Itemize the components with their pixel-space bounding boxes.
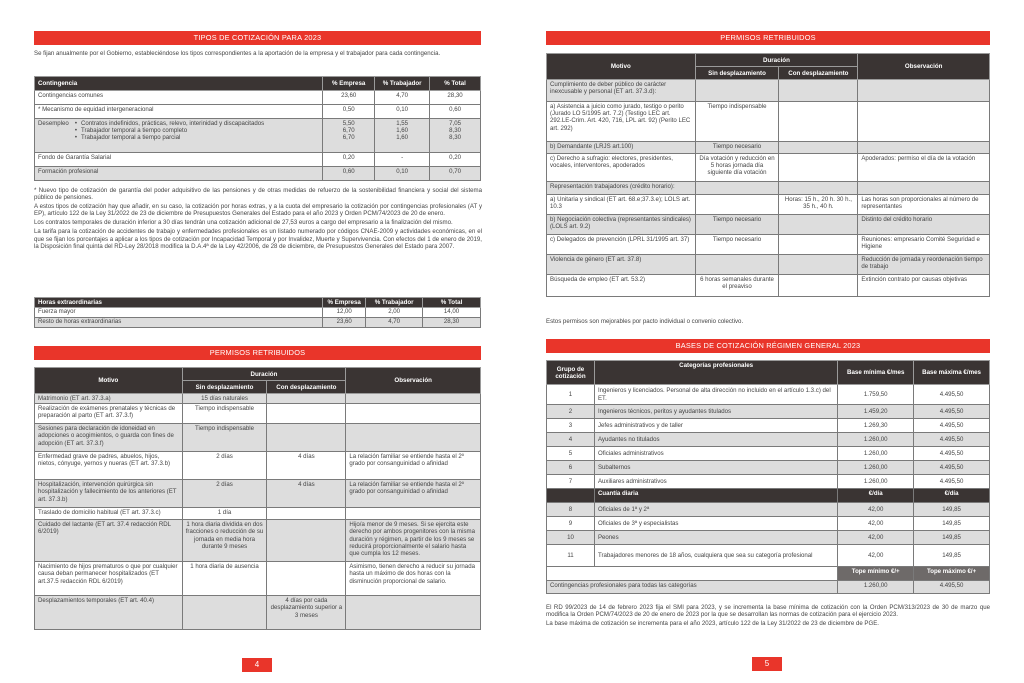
cell: Formación profesional: [35, 167, 323, 181]
cell-sin: Tiempo necesario: [695, 235, 779, 255]
cell-sin: [182, 596, 267, 630]
cell: Contingencias profesionales para todas las categorías: [547, 581, 838, 594]
col-header-sin: Sin desplazamiento: [695, 67, 779, 80]
table-row: [547, 475, 990, 489]
col-header-con: Con desplazamiento: [267, 381, 346, 394]
cell: [375, 119, 430, 153]
col-header: % Empresa: [323, 77, 375, 91]
cell-max: 149,85: [914, 531, 990, 545]
table-row: [35, 308, 481, 318]
cell-obs: [858, 142, 990, 154]
cell-categoria: Jefes administrativos y de taller: [594, 419, 837, 433]
table-row: [35, 562, 481, 596]
cell-obs: Reducción de jornada y reordenación tiempo de trabajo: [858, 255, 990, 275]
col-header: % Total: [423, 298, 481, 308]
cell: 1.260,00: [838, 581, 914, 594]
cell: * Mecanismo de equidad intergeneracional: [35, 105, 323, 119]
cell-con: [267, 394, 346, 404]
cell-min: 42,00: [838, 531, 914, 545]
cell-obs: Las horas son proporcionales al número de representantes: [858, 195, 990, 215]
cell-sin: [695, 255, 779, 275]
daily-header-row: [547, 489, 990, 503]
cell: 23,60: [323, 318, 366, 328]
cell-max: 4.495,50: [914, 405, 990, 419]
desempleo-item: • Trabajador temporal a tiempo completo: [75, 127, 264, 134]
cell-max: 4.495,50: [914, 461, 990, 475]
cell-obs: Extinción contrato por causas objetivas: [858, 275, 990, 297]
tipos-intro: [34, 50, 482, 59]
cell: 0,70: [430, 167, 481, 181]
contingencias-row: [547, 581, 990, 594]
table-row: [35, 508, 481, 520]
cell-min: 1.459,20: [838, 405, 914, 419]
cell: 0,10: [375, 105, 430, 119]
bases-table: [546, 360, 990, 594]
desempleo-label: Desempleo: [38, 120, 69, 127]
value: 1,60: [396, 134, 409, 142]
cell-sin: Tiempo necesario: [695, 142, 779, 154]
table-row: [35, 452, 481, 480]
tipos-intro-text: Se fijan anualmente por el Gobierno, estableciéndose los tipos correspondientes a la aportación de la empresa y el trabajador para cada contingencia.: [34, 50, 441, 57]
section-title-tipos: TIPOS DE COTIZACIÓN PARA 2023: [34, 31, 481, 45]
cell-grupo: 4: [547, 433, 595, 447]
cell-con: [267, 404, 346, 424]
table-row: [35, 404, 481, 424]
cell: 0,60: [323, 167, 375, 181]
cell-min: 1.269,30: [838, 419, 914, 433]
cell-obs: Distinto del crédito horario: [858, 215, 990, 235]
table-row: [547, 154, 990, 182]
table-row: [547, 419, 990, 433]
cell: 28,30: [423, 318, 481, 328]
cell-motivo: Representación trabajadores (crédito horario):: [547, 182, 696, 195]
cell-max: 4.495,50: [914, 385, 990, 405]
cell-con: [779, 255, 858, 275]
cell: 0,20: [323, 153, 375, 167]
note: * Nuevo tipo de cotización de garantía del poder adquisitivo de las pensiones y de otras medidas de refuerzo de la sostenibilidad financiera y social del sistema público de pensiones.: [34, 187, 482, 202]
cell-con: [779, 235, 858, 255]
horas-table: [34, 297, 481, 328]
cell-grupo: 8: [547, 503, 595, 517]
table-row: [547, 385, 990, 405]
cell-con: [779, 80, 858, 102]
table-row: [547, 195, 990, 215]
col-header: Horas extraordinarias: [35, 298, 323, 308]
value: 8,30: [449, 127, 461, 135]
tipos-table: [34, 76, 481, 181]
table-row: [35, 105, 481, 119]
cell-sin: Tiempo indispensable: [695, 102, 779, 142]
desempleo-item: • Contratos indefinidos, prácticas, relevo, interinidad y discapacitados: [75, 120, 264, 127]
note: La tarifa para la cotización de accidentes de trabajo y enfermedades profesionales es un listado numerado por códigos CNAE-2009 y actividades económicas, en el que se fijan los porcentajes a aplicar a los tipos de cotización por Incapacidad Temporal y por Invalidez, Muerte y Supervivencia. Con efectos del 1 de enero de 2019, la Disposición final quinta del RD-Ley 28/2018 modifica la D.A.4ª de la Ley 42/2006, de 28 de diciembre, de Presupuestos Generales del Estado para 2007.: [34, 228, 482, 250]
cell-grupo: 9: [547, 517, 595, 531]
cell-con: [267, 508, 346, 520]
cell-sin: [695, 195, 779, 215]
cell-motivo: Matrimonio (ET art. 37.3.a): [35, 394, 183, 404]
cell-obs: Reuniones: empresario Comité Seguridad e Higiene: [858, 235, 990, 255]
section-title-bases: BASES DE COTIZACIÓN RÉGIMEN GENERAL 2023: [546, 339, 990, 353]
cell-con: [267, 520, 346, 562]
cell-con: 4 días por cada desplazamiento superior a 3 meses: [267, 596, 346, 630]
cell: €/día: [914, 489, 990, 503]
col-header-con: Con desplazamiento: [779, 67, 858, 80]
value: 5,50: [342, 120, 355, 127]
table-row: [547, 433, 990, 447]
cell-sin: Tiempo indispensable: [182, 404, 267, 424]
cell-obs: [346, 394, 481, 404]
col-header: Categorías profesionales: [594, 361, 837, 385]
col-header: Base mínima €/mes: [838, 361, 914, 385]
note: A estos tipos de cotización hay que añadir, en su caso, la cotización por horas extras, y a la cuota del empresario la cotización por contingencias profesionales (AT y EP), artículo 122 de la Ley 31/2022 de 23 de diciembre de Presupuestos Generales del Estado para el año 2023 y Orden PCM/74/2023 de 20 de enero.: [34, 203, 482, 218]
cell-motivo: Búsqueda de empleo (ET art. 53.2): [547, 275, 696, 297]
col-header-observacion: Observación: [346, 368, 481, 394]
cell-sin: 1 día: [182, 508, 267, 520]
table-row: [547, 102, 990, 142]
tipos-notes: [34, 187, 482, 252]
col-header-observacion: Observación: [858, 54, 990, 80]
col-header-motivo: Motivo: [547, 54, 696, 80]
cell: Contingencias comunes: [35, 91, 323, 105]
cell-sin: Tiempo necesario: [695, 215, 779, 235]
table-row: [35, 167, 481, 181]
cell-categoria: Oficiales de 3ª y especialistas: [594, 517, 837, 531]
cell-sin: Día votación y reducción en 5 horas jornada día siguiente día votación: [695, 154, 779, 182]
cell-con: 4 días: [267, 452, 346, 480]
cell-min: 1.260,00: [838, 447, 914, 461]
cell-max: 4.495,50: [914, 433, 990, 447]
cell-con: Horas: 15 h., 20 h. 30 h., 35 h., 40 h.: [779, 195, 858, 215]
cell-categoria: Auxiliares administrativos: [594, 475, 837, 489]
cell-max: 149,85: [914, 503, 990, 517]
value: 1,55: [396, 120, 409, 127]
table-row: [35, 424, 481, 452]
col-header-sin: Sin desplazamiento: [182, 381, 267, 394]
cell-motivo: b) Demandante (LRJS art.100): [547, 142, 696, 154]
cell-categoria: Ayudantes no titulados: [594, 433, 837, 447]
cell-sin: 1 hora diaria dividida en dos fracciones o reducción de su jornada en media hora durante 9 meses: [182, 520, 267, 562]
table-row: [547, 182, 990, 195]
table-row: [35, 394, 481, 404]
cell-motivo: Desplazamientos temporales (ET art. 40.4): [35, 596, 183, 630]
cell-sin: 2 días: [182, 480, 267, 508]
note: La base máxima de cotización se incrementa para el año 2023, artículo 122 de la Ley 31/2022 de 23 de diciembre de PGE.: [546, 620, 879, 628]
cell: 0,10: [375, 167, 430, 181]
cell-motivo: Cuidado del lactante (ET art. 37.4 redacción RDL 6/2019): [35, 520, 183, 562]
cell: 23,60: [323, 91, 375, 105]
cell-min: 1.759,50: [838, 385, 914, 405]
footnote-text: Estos permisos son mejorables por pacto individual o convenio colectivo.: [546, 318, 744, 325]
table-row: [547, 80, 990, 102]
cell: Fuerza mayor: [35, 308, 323, 318]
table-row: [547, 531, 990, 545]
cell-obs: [346, 508, 481, 520]
cell-min: 42,00: [838, 503, 914, 517]
cell: 28,30: [430, 91, 481, 105]
cell: Tope máximo €/+: [914, 567, 990, 581]
cell: 12,00: [323, 308, 366, 318]
desempleo-item: • Trabajador temporal a tiempo parcial: [75, 134, 264, 141]
cell: 0,20: [430, 153, 481, 167]
cell-grupo: 1: [547, 385, 595, 405]
note: Los contratos temporales de duración inferior a 30 días tendrán una cotización adicional de 27,53 euros a cargo del empresario a la finalización del mismo.: [34, 219, 453, 227]
table-row: [35, 480, 481, 508]
cell-motivo: Traslado de domicilio habitual (ET art. 37.3.c): [35, 508, 183, 520]
note: El RD 99/2023 de 14 de febrero 2023 fija el SMI para 2023, y se incrementa la base mínima de cotización con la Orden PCM/313/2023 de 30 de marzo que modifica la Orden PCM/74/2023 de 20 de enero de 2023 por la que se desarrollan las normas de cotización para el ejercicio 2023.: [546, 604, 990, 619]
cell-obs: La relación familiar se entiende hasta el 2º grado por consanguinidad o afinidad: [346, 480, 481, 508]
cell: 0,50: [323, 105, 375, 119]
table-row: [547, 142, 990, 154]
cell: 4,70: [375, 91, 430, 105]
cell-sin: 6 horas semanales durante el preaviso: [695, 275, 779, 297]
cell-motivo: Cumplimiento de deber público de carácter inexcusable y personal (ET art. 37.3.d):: [547, 80, 696, 102]
value: 7,05: [449, 120, 461, 127]
cell: Tope mínimo €/+: [838, 567, 914, 581]
bases-notes: [546, 604, 990, 629]
col-header: Base máxima €/mes: [914, 361, 990, 385]
col-header-motivo: Motivo: [35, 368, 183, 394]
table-row: [547, 447, 990, 461]
cell-grupo: 11: [547, 545, 595, 567]
cell-motivo: Hospitalización, intervención quirúrgica sin hospitalización y fallecimiento de los anteriores (ET art. 37.3.b): [35, 480, 183, 508]
cell-con: [267, 562, 346, 596]
value: 6,70: [342, 134, 355, 142]
cell-motivo: c) Delegados de prevención (LPRL 31/1995 art. 37): [547, 235, 696, 255]
cell-min: 1.260,00: [838, 433, 914, 447]
col-header-duracion: Duración: [695, 54, 858, 67]
table-row: [547, 275, 990, 297]
cell-obs: [346, 424, 481, 452]
cell: Fondo de Garantía Salarial: [35, 153, 323, 167]
cell: €/día: [838, 489, 914, 503]
cell-con: [779, 182, 858, 195]
table-row-desempleo: [35, 119, 481, 153]
cell-obs: [858, 80, 990, 102]
cell-motivo: Nacimiento de hijos prematuros o que por cualquier causa deban permanecer hospitalizados (ET art.37.5 redacción RDL 6/2019): [35, 562, 183, 596]
cell-grupo: 10: [547, 531, 595, 545]
cell-obs: Apoderados: permiso el día de la votación: [858, 154, 990, 182]
cell: Cuantía diaria: [594, 489, 837, 503]
cell-grupo: 2: [547, 405, 595, 419]
table-row: [547, 545, 990, 567]
cell-con: [779, 275, 858, 297]
cell-motivo: a) Asistencia a juicio como jurado, testigo o perito (Jurado LO 5/1995 art. 7.2) (Testigo LEC art. 292.LE-Crim. Art. 420, 716, LPL art. 92) (Perito LEC art. 292): [547, 102, 696, 142]
cell-max: 4.495,50: [914, 475, 990, 489]
cell-sin: Tiempo indispensable: [182, 424, 267, 452]
permisos-table-right: [546, 53, 990, 297]
cell: 4,70: [366, 318, 423, 328]
section-title-permisos: PERMISOS RETRIBUIDOS: [546, 31, 990, 45]
value: 1,60: [396, 127, 409, 135]
cell-obs: [858, 182, 990, 195]
table-row: [547, 503, 990, 517]
section-title-permisos: PERMISOS RETRIBUIDOS: [34, 346, 481, 360]
cell-obs: [346, 596, 481, 630]
cell-categoria: Ingenieros y licenciados. Personal de alta dirección no incluido en el artículo 1.3.c) del ET.: [594, 385, 837, 405]
cell-motivo: Realización de exámenes prenatales y técnicas de preparación al parto (ET art. 37.3.f): [35, 404, 183, 424]
cell-motivo: Sesiones para declaración de idoneidad en adopciones o acogimientos, o guarda con fines de adopción (ET art. 37.3.f): [35, 424, 183, 452]
cell-grupo: 6: [547, 461, 595, 475]
cell-categoria: Trabajadores menores de 18 años, cualquiera que sea su categoría profesional: [594, 545, 837, 567]
col-header: % Trabajador: [366, 298, 423, 308]
table-row: [35, 520, 481, 562]
col-header: % Empresa: [323, 298, 366, 308]
cell-motivo: Enfermedad grave de padres, abuelos, hijos, nietos, cónyuge, yernos y nueras (ET art. 37.3.b): [35, 452, 183, 480]
cell-max: 149,85: [914, 517, 990, 531]
cell-sin: 1 hora diaria de ausencia: [182, 562, 267, 596]
cell-grupo: 7: [547, 475, 595, 489]
cell-grupo: 5: [547, 447, 595, 461]
cell-categoria: Oficiales administrativos: [594, 447, 837, 461]
table-row: [547, 215, 990, 235]
cell-max: 4.495,50: [914, 447, 990, 461]
cell-categoria: Oficiales de 1ª y 2ª: [594, 503, 837, 517]
cell-motivo: Violencia de género (ET art. 37.8): [547, 255, 696, 275]
cell-motivo: a) Unitaria y sindical (ET art. 68.e;37.3.e); LOLS art. 10.3: [547, 195, 696, 215]
cell-con: [267, 424, 346, 452]
page-number: 5: [752, 657, 782, 671]
cell-min: 42,00: [838, 517, 914, 531]
cell: [547, 567, 838, 581]
value: 8,30: [449, 134, 461, 142]
cell-sin: [695, 80, 779, 102]
cell-obs: [346, 404, 481, 424]
cell-max: 149,85: [914, 545, 990, 567]
cell-categoria: Subalternos: [594, 461, 837, 475]
page-number: 4: [242, 658, 272, 672]
cell: [430, 119, 481, 153]
cell-obs: La relación familiar se entiende hasta el 2º grado por consanguinidad o afinidad: [346, 452, 481, 480]
table-row: [547, 517, 990, 531]
col-header: % Total: [430, 77, 481, 91]
table-row: [35, 596, 481, 630]
col-header: % Trabajador: [375, 77, 430, 91]
cell-min: 1.260,00: [838, 475, 914, 489]
col-header: Grupo de cotización: [547, 361, 595, 385]
tope-header-row: [547, 567, 990, 581]
cell: [323, 119, 375, 153]
cell-motivo: c) Derecho a sufragio: electores, presidentes, vocales, interventores, apoderados: [547, 154, 696, 182]
cell: 14,00: [423, 308, 481, 318]
cell-obs: Asimismo, tienen derecho a reducir su jornada hasta un máximo de dos horas con la disminución proporcional de salario.: [346, 562, 481, 596]
cell-categoria: Peones: [594, 531, 837, 545]
cell-motivo: b) Negociación colectiva (representantes sindicales) (LOLS art. 9.2): [547, 215, 696, 235]
table-row: [547, 461, 990, 475]
permisos-footnote: [546, 318, 990, 327]
table-row: [547, 405, 990, 419]
cell-obs: [858, 102, 990, 142]
cell-min: 42,00: [838, 545, 914, 567]
cell-con: [779, 142, 858, 154]
cell-max: 4.495,50: [914, 419, 990, 433]
cell-sin: 15 días naturales: [182, 394, 267, 404]
cell-sin: 2 días: [182, 452, 267, 480]
cell: [547, 489, 595, 503]
table-row: [547, 255, 990, 275]
cell-con: [779, 215, 858, 235]
cell-sin: [695, 182, 779, 195]
cell: 0,60: [430, 105, 481, 119]
table-row: [35, 318, 481, 328]
cell: -: [375, 153, 430, 167]
page-5: [512, 0, 1024, 683]
col-header: Contingencia: [35, 77, 323, 91]
cell: 2,00: [366, 308, 423, 318]
cell: [35, 119, 323, 153]
permisos-table-left: [34, 367, 481, 630]
col-header-duracion: Duración: [182, 368, 346, 381]
value: 6,70: [342, 127, 355, 135]
cell-obs: Hijo/a menor de 9 meses. Si se ejercita este derecho por ambos progenitores con la misma duración y régimen, a partir de los 9 meses se reducirá proporcionalmente el salario hasta que cumpla los 12 meses.: [346, 520, 481, 562]
table-row: [35, 153, 481, 167]
cell: 4.495,50: [914, 581, 990, 594]
cell-categoria: Ingenieros técnicos, peritos y ayudantes titulados: [594, 405, 837, 419]
table-row: [35, 91, 481, 105]
cell-con: 4 días: [267, 480, 346, 508]
cell: Resto de horas extraordinarias: [35, 318, 323, 328]
cell-grupo: 3: [547, 419, 595, 433]
cell-con: [779, 102, 858, 142]
cell-con: [779, 154, 858, 182]
table-row: [547, 235, 990, 255]
cell-min: 1.260,00: [838, 461, 914, 475]
